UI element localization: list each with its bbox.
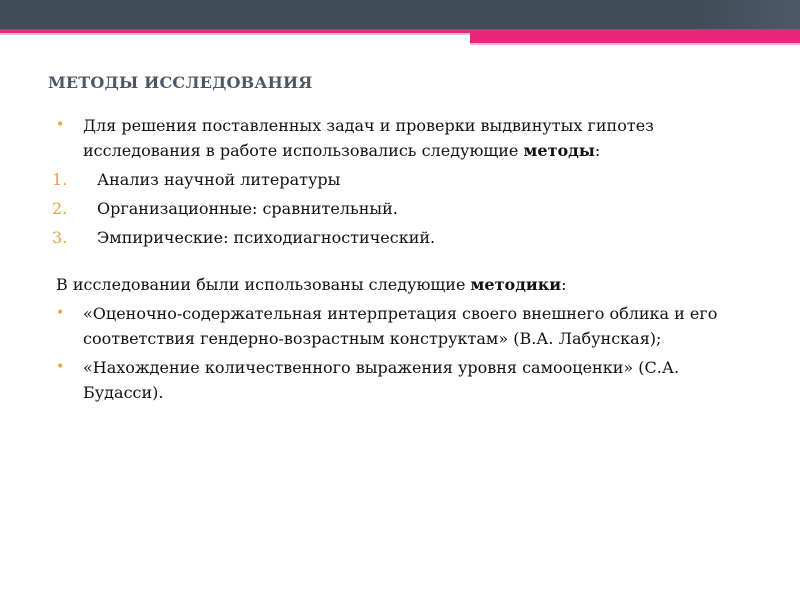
- technique-item: [56, 301, 756, 351]
- accent-step: [470, 33, 800, 43]
- method-item: [52, 167, 756, 192]
- method-number: 1.: [52, 170, 68, 189]
- accent-light-line: [0, 33, 470, 35]
- techniques-intro-text: В исследовании были использованы следующие: [56, 275, 471, 294]
- technique-text: «Оценочно-содержательная интерпретация своего внешнего облика и его соответствия гендерно-возрастным конструктам» (В.А. Лабунская);: [83, 304, 718, 348]
- intro-item: [56, 113, 756, 163]
- method-text: Анализ научной литературы: [97, 170, 341, 189]
- techniques-intro-end: :: [561, 275, 567, 294]
- techniques-intro-bold: методики: [470, 275, 562, 294]
- bullet-icon: •: [56, 117, 65, 133]
- slide-content: [52, 113, 756, 405]
- method-item: [52, 225, 756, 250]
- method-number: 3.: [52, 228, 68, 247]
- slide-title: МЕТОДЫ ИССЛЕДОВАНИЯ: [48, 73, 313, 92]
- technique-text: «Нахождение количественного выражения уровня самооценки» (С.А. Будасси).: [83, 358, 680, 402]
- top-bar: [0, 0, 800, 29]
- bullet-icon: •: [56, 359, 65, 375]
- method-text: Организационные: сравнительный.: [97, 199, 398, 218]
- intro-bold: методы: [523, 141, 595, 160]
- accent-band: [0, 29, 800, 39]
- method-text: Эмпирические: психодиагностический.: [97, 228, 436, 247]
- accent-step-light: [470, 43, 800, 45]
- method-number: 2.: [52, 199, 68, 218]
- bullet-icon: •: [56, 305, 65, 321]
- techniques-intro: [56, 272, 756, 297]
- top-bar-shade: [690, 0, 800, 29]
- method-item: [52, 196, 756, 221]
- technique-item: [56, 355, 756, 405]
- intro-end: :: [594, 141, 601, 160]
- intro-text: Для решения поставленных задач и проверки выдвинутых гипотез исследования в работе использовались следующие: [83, 116, 654, 160]
